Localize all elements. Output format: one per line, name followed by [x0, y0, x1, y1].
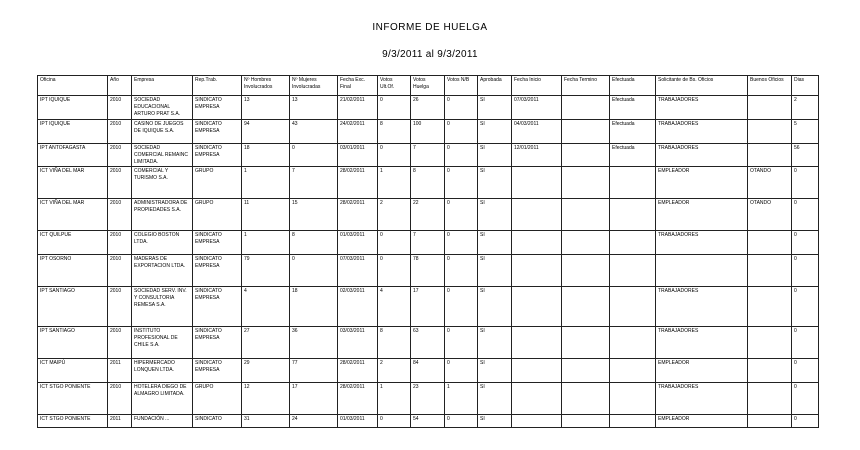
table-header-row — [38, 76, 819, 96]
table-cell: 2010 — [108, 231, 132, 255]
table-cell: TRABAJADORES — [656, 287, 748, 327]
column-header: Oficina — [38, 76, 108, 96]
table-row — [38, 255, 819, 287]
table-cell: EMPLEADOR — [656, 199, 748, 231]
column-header: Fecha Inicio — [512, 76, 562, 96]
table-cell: 0 — [290, 255, 338, 287]
table-cell: 56 — [792, 144, 819, 167]
table-cell: 2010 — [108, 120, 132, 144]
table-cell: INSTITUTO PROFESIONAL DE CHILE S.A. — [132, 327, 193, 359]
table-cell: HOTELERA DIEGO DE ALMAGRO LIMITADA. — [132, 383, 193, 415]
table-cell: 13 — [242, 96, 290, 120]
table-cell: MADERAS DE EXPORTACION LTDA. — [132, 255, 193, 287]
table-cell: Efectuada — [610, 144, 656, 167]
table-cell: 18 — [242, 144, 290, 167]
table-row — [38, 231, 819, 255]
table-cell: SINDICATO EMPRESA — [193, 255, 242, 287]
table-cell: 8 — [378, 120, 411, 144]
table-cell: 63 — [411, 327, 445, 359]
table-cell: 7 — [411, 231, 445, 255]
table-row — [38, 144, 819, 167]
table-cell: SI — [478, 359, 512, 383]
table-cell: 54 — [411, 415, 445, 428]
table-cell: TRABAJADORES — [656, 96, 748, 120]
table-cell: 07/03/2011 — [512, 96, 562, 120]
table-cell: 1 — [378, 167, 411, 199]
table-cell: SI — [478, 231, 512, 255]
table-cell: 0 — [378, 231, 411, 255]
table-cell: COMERCIAL Y TURISMO S.A. — [132, 167, 193, 199]
table-cell — [562, 231, 610, 255]
table-cell: 2010 — [108, 144, 132, 167]
table-cell — [562, 359, 610, 383]
table-cell: 12/01/2011 — [512, 144, 562, 167]
table-cell — [610, 231, 656, 255]
column-header: Dias — [792, 76, 819, 96]
table-cell: 2 — [792, 96, 819, 120]
table-cell: 29 — [242, 359, 290, 383]
table-cell: 1 — [242, 167, 290, 199]
table-cell: SI — [478, 383, 512, 415]
table-cell: 2010 — [108, 287, 132, 327]
column-header: Efectuada — [610, 76, 656, 96]
table-cell: 01/03/2011 — [338, 415, 378, 428]
table-cell — [562, 167, 610, 199]
table-cell: GRUPO — [193, 383, 242, 415]
table-cell: 0 — [445, 415, 478, 428]
table-cell: 0 — [792, 199, 819, 231]
table-cell: IPT SANTIAGO — [38, 287, 108, 327]
table-cell: SI — [478, 255, 512, 287]
table-cell: 28/02/2011 — [338, 199, 378, 231]
table-cell: 0 — [378, 255, 411, 287]
table-cell: 0 — [445, 255, 478, 287]
table-cell: HIPERMERCADO LONQUEN LTDA. — [132, 359, 193, 383]
table-cell: 24/02/2011 — [338, 120, 378, 144]
table-cell: ICT STGO PONIENTE — [38, 415, 108, 428]
table-cell — [562, 287, 610, 327]
table-cell: 0 — [792, 287, 819, 327]
table-cell: 2010 — [108, 383, 132, 415]
table-cell — [512, 199, 562, 231]
table-cell: 04/03/2011 — [512, 120, 562, 144]
table-cell: 13 — [290, 96, 338, 120]
table-cell — [610, 255, 656, 287]
column-header: Nº Mujeres Involucradas — [290, 76, 338, 96]
table-cell: 0 — [792, 383, 819, 415]
table-cell: 28/02/2011 — [338, 359, 378, 383]
table-cell — [512, 415, 562, 428]
table-cell: 0 — [792, 231, 819, 255]
table-cell: 0 — [792, 415, 819, 428]
table-cell: 17 — [411, 287, 445, 327]
table-cell: ICT VIÑA DEL MAR — [38, 199, 108, 231]
table-cell: SI — [478, 96, 512, 120]
table-cell — [562, 144, 610, 167]
table-cell: Efectuada — [610, 96, 656, 120]
table-cell: SINDICATO EMPRESA — [193, 144, 242, 167]
table-cell — [610, 359, 656, 383]
table-cell: 79 — [242, 255, 290, 287]
table-cell — [562, 327, 610, 359]
table-cell — [748, 415, 792, 428]
table-cell — [656, 255, 748, 287]
table-cell: 27 — [242, 327, 290, 359]
table-cell: ICT QUILPUE — [38, 231, 108, 255]
table-cell — [512, 167, 562, 199]
table-cell — [562, 199, 610, 231]
table-cell: SINDICATO EMPRESA — [193, 96, 242, 120]
table-cell: SINDICATO EMPRESA — [193, 359, 242, 383]
table-cell: SI — [478, 287, 512, 327]
table-cell: SOCIEDAD COMERCIAL REMAINC LIMITADA. — [132, 144, 193, 167]
table-cell: 7 — [411, 144, 445, 167]
table-cell: COLEGIO BOSTON LTDA. — [132, 231, 193, 255]
table-cell — [748, 120, 792, 144]
table-cell: OTANDO — [748, 167, 792, 199]
table-cell: 2010 — [108, 199, 132, 231]
strike-report-table — [37, 75, 819, 428]
table-cell: 03/03/2011 — [338, 327, 378, 359]
table-cell: 0 — [445, 144, 478, 167]
table-cell: 2011 — [108, 415, 132, 428]
table-cell: ADMINISTRADORA DE PROPIEDADES S.A. — [132, 199, 193, 231]
table-cell — [562, 255, 610, 287]
table-cell: Efectuada — [610, 120, 656, 144]
column-header: Votos Huelga — [411, 76, 445, 96]
table-cell: 2011 — [108, 359, 132, 383]
table-cell: 4 — [378, 287, 411, 327]
table-row — [38, 96, 819, 120]
table-cell: FUNDACIÓN ... — [132, 415, 193, 428]
table-cell: 1 — [242, 231, 290, 255]
table-row — [38, 287, 819, 327]
table-cell: 8 — [378, 327, 411, 359]
table-cell: 5 — [792, 120, 819, 144]
table-cell: TRABAJADORES — [656, 327, 748, 359]
table-cell — [748, 327, 792, 359]
table-cell: 1 — [378, 383, 411, 415]
table-cell — [748, 255, 792, 287]
table-cell — [512, 383, 562, 415]
column-header: Solicitante de Bs. Oficios — [656, 76, 748, 96]
column-header: Buenos Oficios — [748, 76, 792, 96]
table-cell: 78 — [411, 255, 445, 287]
table-cell: ICT STGO PONIENTE — [38, 383, 108, 415]
table-cell: 02/03/2011 — [338, 287, 378, 327]
table-cell: 0 — [290, 144, 338, 167]
table-row — [38, 120, 819, 144]
table-cell: SI — [478, 144, 512, 167]
table-cell: 0 — [378, 415, 411, 428]
table-row — [38, 167, 819, 199]
table-cell: 77 — [290, 359, 338, 383]
report-title: INFORME DE HUELGA — [372, 22, 488, 33]
table-cell: 8 — [290, 231, 338, 255]
table-cell: 94 — [242, 120, 290, 144]
table-cell: 24 — [290, 415, 338, 428]
table-cell: 2010 — [108, 255, 132, 287]
table-cell: TRABAJADORES — [656, 120, 748, 144]
table-cell: SINDICATO EMPRESA — [193, 327, 242, 359]
table-row — [38, 415, 819, 428]
table-cell — [748, 383, 792, 415]
table-cell: 23 — [411, 383, 445, 415]
table-cell — [748, 231, 792, 255]
table-cell: TRABAJADORES — [656, 231, 748, 255]
table-cell — [512, 231, 562, 255]
table-cell: SI — [478, 120, 512, 144]
column-header: Aprobada — [478, 76, 512, 96]
table-cell — [610, 383, 656, 415]
table-cell: 36 — [290, 327, 338, 359]
table-cell: 0 — [792, 327, 819, 359]
table-cell: 17 — [290, 383, 338, 415]
table-cell: 0 — [445, 327, 478, 359]
table-cell: EMPLEADOR — [656, 359, 748, 383]
table-cell — [610, 287, 656, 327]
table-cell: 11 — [242, 199, 290, 231]
table-cell: 84 — [411, 359, 445, 383]
table-cell — [610, 327, 656, 359]
table-cell — [562, 96, 610, 120]
table-cell: 7 — [290, 167, 338, 199]
table-cell: SINDICATO EMPRESA — [193, 120, 242, 144]
table-cell: SINDICATO — [193, 415, 242, 428]
table-cell: IPT IQUIQUE — [38, 120, 108, 144]
table-cell: EMPLEADOR — [656, 167, 748, 199]
table-cell: EMPLEADOR — [656, 415, 748, 428]
table-cell: 0 — [445, 231, 478, 255]
table-cell: 0 — [445, 199, 478, 231]
table-cell: SI — [478, 415, 512, 428]
table-cell: 4 — [242, 287, 290, 327]
column-header: Fecha Termino — [562, 76, 610, 96]
table-cell: IPT OSORNO — [38, 255, 108, 287]
table-row — [38, 359, 819, 383]
table-cell — [512, 287, 562, 327]
table-cell: 15 — [290, 199, 338, 231]
table-cell: 0 — [445, 287, 478, 327]
table-cell: CASINO DE JUEGOS DE IQUIQUE S.A. — [132, 120, 193, 144]
table-cell: 100 — [411, 120, 445, 144]
table-cell: 21/02/2011 — [338, 96, 378, 120]
table-cell: 0 — [378, 96, 411, 120]
column-header: Año — [108, 76, 132, 96]
table-cell: 0 — [792, 359, 819, 383]
table-cell: IPT IQUIQUE — [38, 96, 108, 120]
table-cell: 0 — [378, 144, 411, 167]
table-cell: 03/01/2011 — [338, 144, 378, 167]
table-cell: 0 — [445, 120, 478, 144]
column-header: Empresa — [132, 76, 193, 96]
table-cell — [748, 144, 792, 167]
table-cell: GRUPO — [193, 167, 242, 199]
table-cell: 0 — [792, 255, 819, 287]
column-header: Rep.Trab. — [193, 76, 242, 96]
table-cell: 31 — [242, 415, 290, 428]
table-cell: TRABAJADORES — [656, 383, 748, 415]
table-cell: 8 — [411, 167, 445, 199]
table-cell: 07/03/2011 — [338, 255, 378, 287]
table-cell — [748, 96, 792, 120]
table-cell: TRABAJADORES — [656, 144, 748, 167]
table-row — [38, 327, 819, 359]
table-cell: 0 — [445, 359, 478, 383]
table-cell: SOCIEDAD EDUCACIONAL ARTURO PRAT S.A. — [132, 96, 193, 120]
table-cell: 2010 — [108, 167, 132, 199]
table-cell — [610, 167, 656, 199]
table-cell: SI — [478, 327, 512, 359]
table-body — [38, 96, 819, 428]
table-cell — [512, 327, 562, 359]
table-cell — [748, 287, 792, 327]
table-row — [38, 199, 819, 231]
table-cell: SOCIEDAD SERV. INV. Y CONSULTORIA REMESA S.A. — [132, 287, 193, 327]
table-cell — [748, 359, 792, 383]
table-cell: SINDICATO EMPRESA — [193, 287, 242, 327]
table-cell: ICT VIÑA DEL MAR — [38, 167, 108, 199]
table-cell: 2 — [378, 359, 411, 383]
table-cell — [562, 415, 610, 428]
column-header: Nº Hombres Involucrados — [242, 76, 290, 96]
table-cell: 01/03/2011 — [338, 231, 378, 255]
table-cell: 28/02/2011 — [338, 383, 378, 415]
table-cell: 28/02/2011 — [338, 167, 378, 199]
table-cell: IPT SANTIAGO — [38, 327, 108, 359]
table-cell: 43 — [290, 120, 338, 144]
table-cell — [562, 383, 610, 415]
table-cell: 2010 — [108, 96, 132, 120]
table-cell: 18 — [290, 287, 338, 327]
table-cell: 2 — [378, 199, 411, 231]
table-cell: SINDICATO EMPRESA — [193, 231, 242, 255]
column-header: Fecha Exc. Final — [338, 76, 378, 96]
table-cell: ICT MAIPÚ — [38, 359, 108, 383]
table-cell — [562, 120, 610, 144]
table-cell — [512, 255, 562, 287]
table-cell: GRUPO — [193, 199, 242, 231]
table-cell: 2010 — [108, 327, 132, 359]
table-cell — [610, 199, 656, 231]
table-cell — [610, 415, 656, 428]
table-row — [38, 383, 819, 415]
table-cell: SI — [478, 167, 512, 199]
table-cell: 1 — [445, 383, 478, 415]
table-cell: OTANDO — [748, 199, 792, 231]
table-cell: 0 — [445, 167, 478, 199]
table-cell: 12 — [242, 383, 290, 415]
table-cell: IPT ANTOFAGASTA — [38, 144, 108, 167]
table-cell: 0 — [445, 96, 478, 120]
table-cell: 22 — [411, 199, 445, 231]
table-cell: SI — [478, 199, 512, 231]
table-cell: 0 — [792, 167, 819, 199]
table-cell: 26 — [411, 96, 445, 120]
column-header: Votos Ult.Of. — [378, 76, 411, 96]
table-cell — [512, 359, 562, 383]
column-header: Votos N/B — [445, 76, 478, 96]
report-date-range: 9/3/2011 al 9/3/2011 — [382, 49, 478, 60]
